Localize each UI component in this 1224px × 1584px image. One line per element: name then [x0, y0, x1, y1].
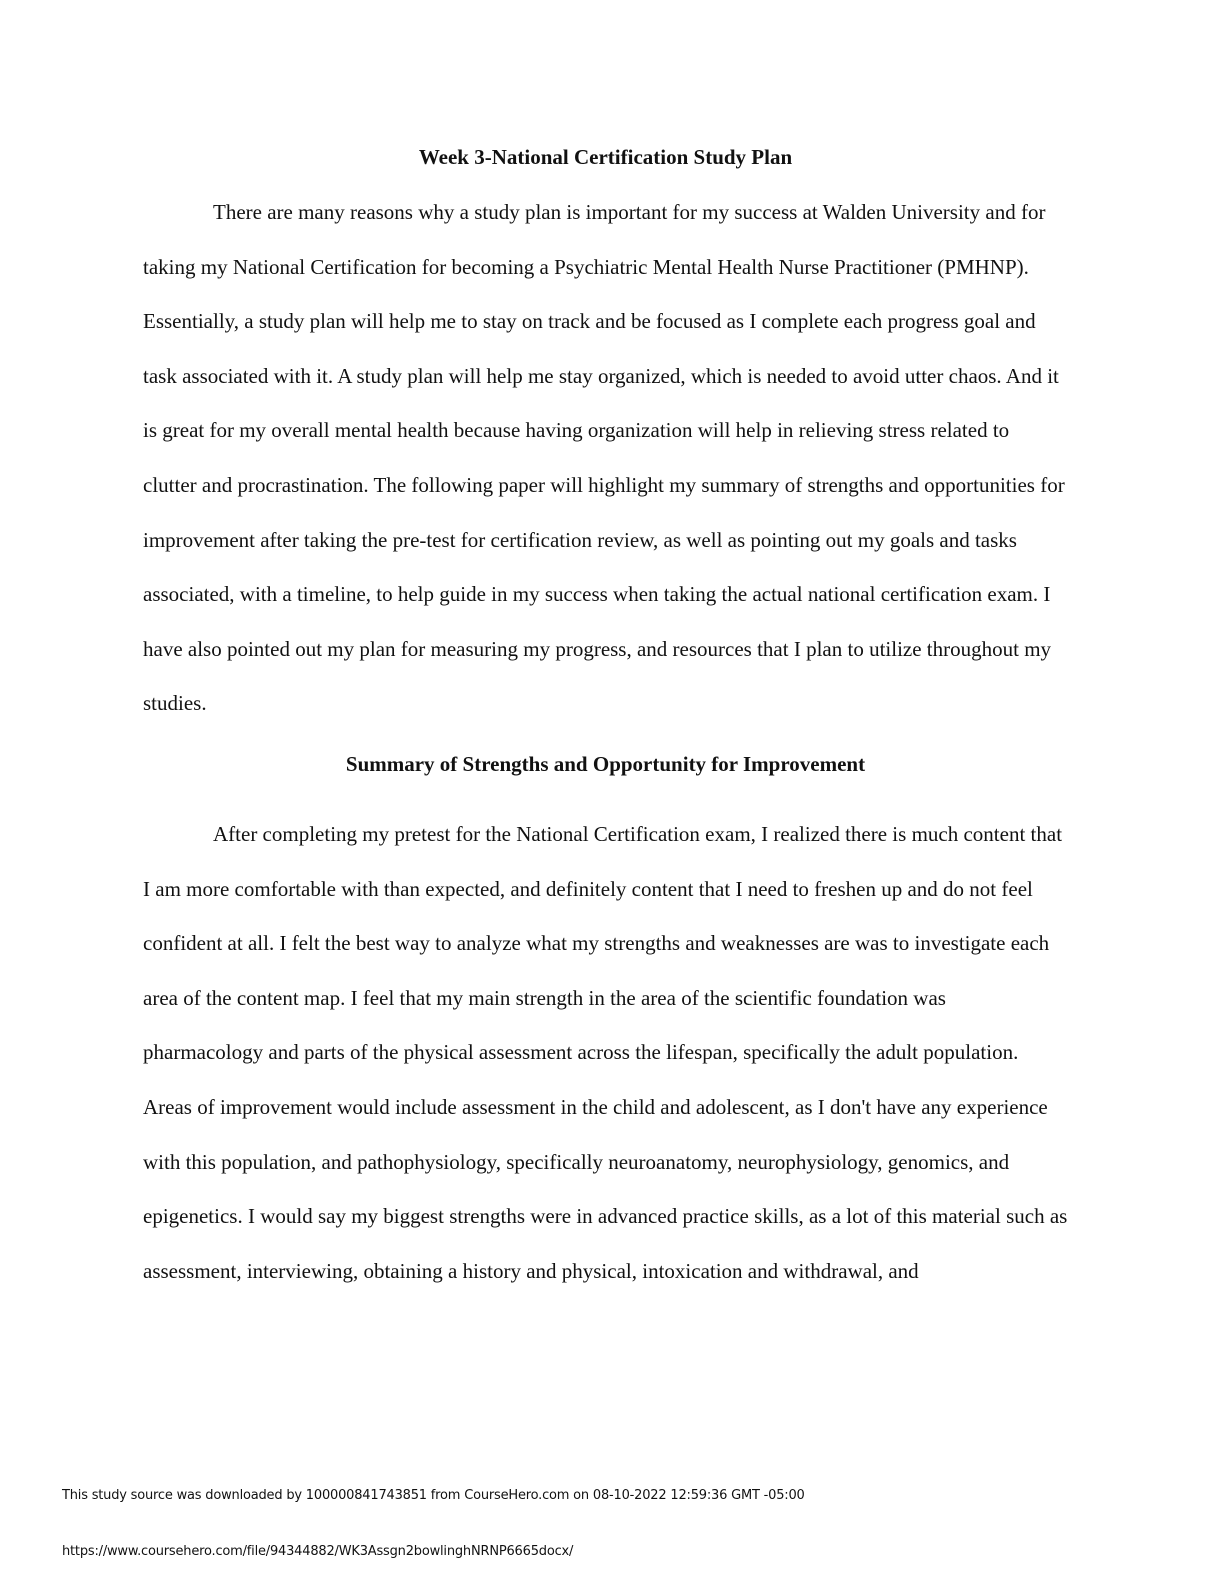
section-paragraph: After completing my pretest for the National Certification exam, I realized there is much content that I am more comfortable with than expected, and definitely content that I need to freshen up and do not feel confident at all. I felt the best way to analyze what my strengths and weaknesses are was to investigate each area of the content map. I feel that my main strength in the area of the scientific foundation was pharmacology and parts of the physical assessment across the lifespan, specifically the adult population. Areas of improvement would include assessment in the child and adolescent, as I don't have any experience with this population, and pathophysiology, specifically neuroanatomy, neurophysiology, genomics, and epigenetics. I would say my biggest strengths were in advanced practice skills, as a lot of this material such as assessment, interviewing, obtaining a history and physical, intoxication and withdrawal, and — [143, 821, 1068, 1283]
document-body — [143, 141, 1068, 1298]
document-title: Week 3-National Certification Study Plan — [418, 145, 793, 169]
section-heading: Summary of Strengths and Opportunity for Improvement — [345, 751, 866, 776]
intro-paragraph: There are many reasons why a study plan is important for my success at Walden University and for taking my National Certification for becoming a Psychiatric Mental Health Nurse Practitioner (PMHNP). Essentially, a study plan will help me to stay on track and be focused as I complete each progress goal and task associated with it. A study plan will help me stay organized, which is needed to avoid utter chaos. And it is great for my overall mental health because having organization will help in relieving stress related to clutter and procrastination. The following paper will highlight my summary of strengths and opportunities for improvement after taking the pre-test for certification review, as well as pointing out my goals and tasks associated, with a timeline, to help guide in my success when taking the actual national certification exam. I have also pointed out my plan for measuring my progress, and resources that I plan to utilize throughout my studies. — [143, 200, 1065, 716]
download-notice: This study source was downloaded by 100000841743851 from CourseHero.com on 08-10-2022 12:59:36 GMT -05:00 — [62, 1488, 805, 1503]
source-url-link[interactable]: https://www.coursehero.com/file/94344882/WK3Assgn2bowlinghNRNP6665docx/ — [62, 1544, 574, 1559]
